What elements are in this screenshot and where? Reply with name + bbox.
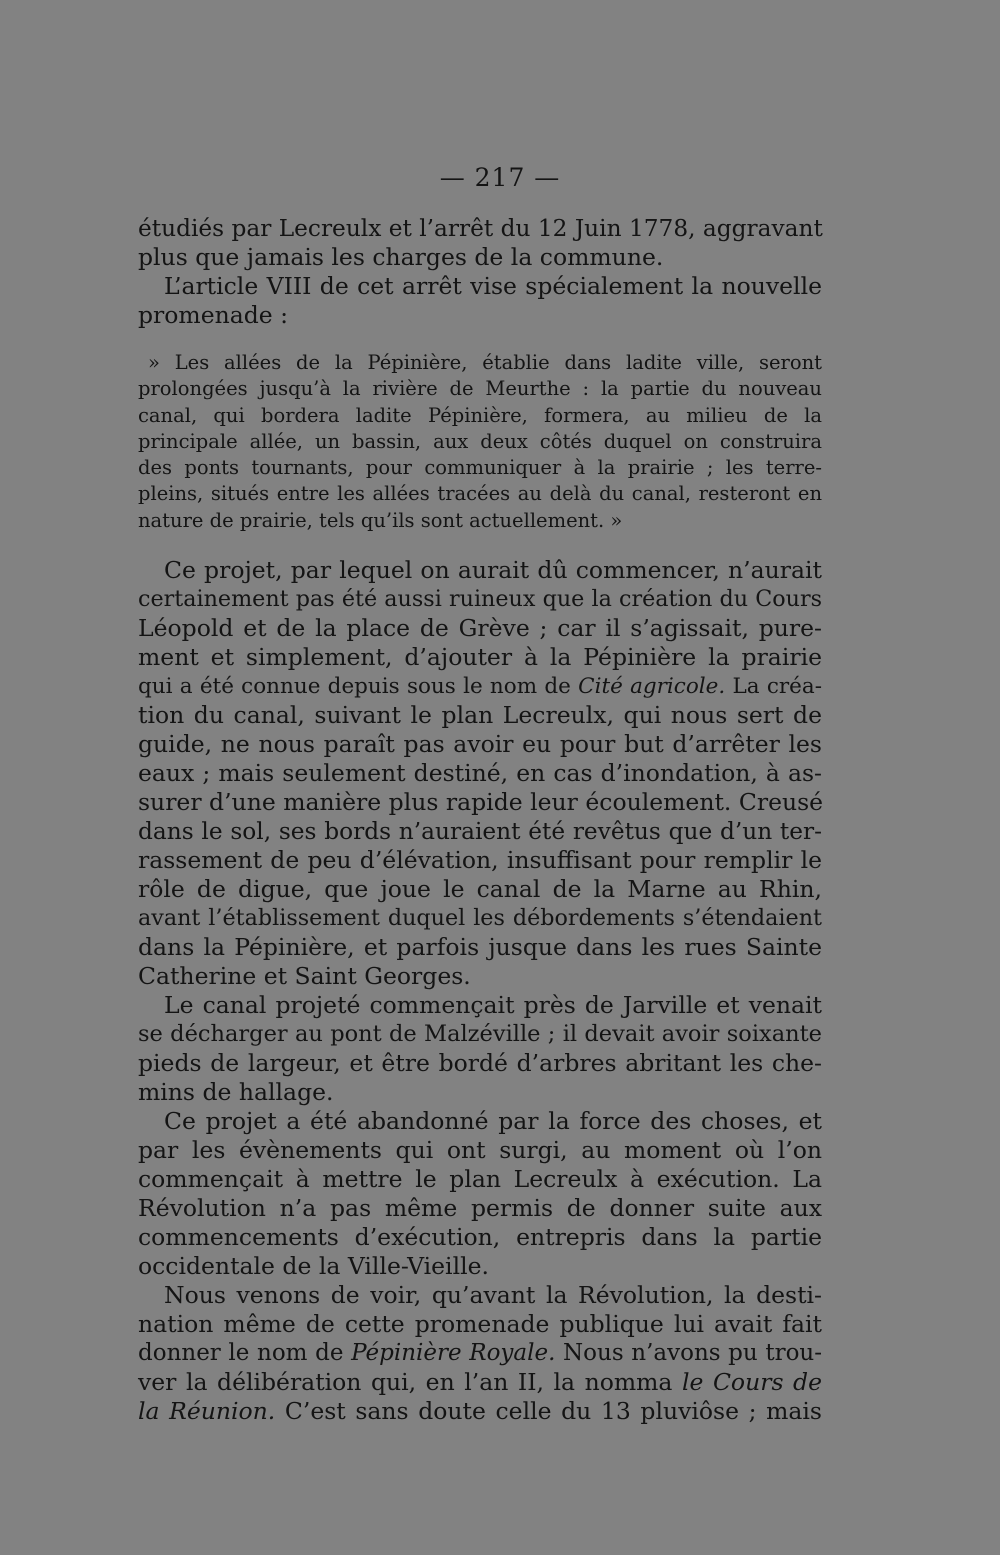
text-line xyxy=(138,1339,822,1368)
text-line: surer d’une manière plus rapide leur écoulement. Creusé xyxy=(138,788,824,816)
text-line: plus que jamais les charges de la commune. xyxy=(138,243,664,271)
text-line: Ce projet a été abandonné par la force des choses, et xyxy=(164,1107,822,1135)
text-run: qui a été connue depuis sous le nom de xyxy=(138,674,571,699)
opening-paragraphs xyxy=(138,214,822,330)
text-run: C’est sans doute celle du 13 pluviôse ; mais xyxy=(284,1397,822,1425)
quote-line: » Les allées de la Pépinière, établie dans ladite ville, seront xyxy=(148,351,822,374)
text-line: Nous venons de voir, qu’avant la Révolution, la desti- xyxy=(164,1281,822,1309)
text-run: ver la délibération qui, en l’an II, la nomma xyxy=(138,1368,673,1396)
italic-term: la Réunion. xyxy=(138,1397,276,1425)
text-line xyxy=(138,672,822,701)
quote-line: nature de prairie, tels qu’ils sont actuellement. » xyxy=(138,508,623,532)
text-line: promenade : xyxy=(138,301,289,329)
quote-line: pleins, situés entre les allées tracées au delà du canal, resteront en xyxy=(138,482,822,506)
text-line: dans le sol, ses bords n’auraient été revêtus que d’un ter- xyxy=(138,818,822,845)
text-line: pieds de largeur, et être bordé d’arbres abritant les che- xyxy=(138,1049,822,1077)
quote-line: des ponts tournants, pour communiquer à la prairie ; les terre- xyxy=(138,456,822,480)
text-run: Nous n’avons pu trou- xyxy=(563,1340,823,1366)
quote-line: principale allée, un bassin, aux deux côtés duquel on construira xyxy=(138,429,822,453)
text-line: rôle de digue, que joue le canal de la Marne au Rhin, xyxy=(138,875,822,903)
quote-line: prolongées jusqu’à la rivière de Meurthe : la partie du nouveau xyxy=(138,377,822,401)
text-line: se décharger au pont de Malzéville ; il devait avoir soixante xyxy=(138,1021,822,1047)
text-line: Catherine et Saint Georges. xyxy=(138,962,471,990)
text-line: Le canal projeté commençait près de Jarville et venait xyxy=(164,991,822,1019)
text-line xyxy=(138,1397,822,1426)
text-line xyxy=(138,1368,822,1397)
text-run: donner le nom de xyxy=(138,1340,344,1366)
page-number: — 217 — xyxy=(439,163,561,192)
italic-term: Cité agricole. xyxy=(578,674,726,699)
body-paragraphs xyxy=(138,556,822,1426)
text-line: mins de hallage. xyxy=(138,1078,334,1106)
text-line: commencements d’exécution, entrepris dans la partie xyxy=(138,1223,822,1251)
text-run: La créa- xyxy=(732,674,822,699)
text-line: tion du canal, suivant le plan Lecreulx, qui nous sert de xyxy=(138,701,822,729)
text-line: Léopold et de la place de Grève ; car il s’agissait, pure- xyxy=(138,614,822,642)
text-line: Ce projet, par lequel on aurait dû commencer, n’aurait xyxy=(164,556,822,584)
text-line: certainement pas été aussi ruineux que la création du Cours xyxy=(138,586,822,612)
text-line: par les évènements qui ont surgi, au moment où l’on xyxy=(138,1136,822,1164)
text-line: étudiés par Lecreulx et l’arrêt du 12 Juin 1778, aggravant xyxy=(138,215,823,242)
text-line: guide, ne nous paraît pas avoir eu pour but d’arrêter les xyxy=(138,730,822,758)
text-line: nation même de cette promenade publique lui avait fait xyxy=(138,1310,822,1338)
text-line: Révolution n’a pas même permis de donner suite aux xyxy=(138,1194,822,1222)
quote-line: canal, qui bordera ladite Pépinière, formera, au milieu de la xyxy=(138,403,822,427)
text-line: dans la Pépinière, et parfois jusque dans les rues Sainte xyxy=(138,933,822,961)
italic-term: Pépinière Royale. xyxy=(351,1340,556,1366)
text-line: commençait à mettre le plan Lecreulx à exécution. La xyxy=(138,1165,822,1193)
text-line: ment et simplement, d’ajouter à la Pépinière la prairie xyxy=(138,643,822,671)
italic-term: le Cours de xyxy=(681,1368,822,1396)
text-line: avant l’établissement duquel les débordements s’étendaient xyxy=(138,905,822,931)
text-line: occidentale de la Ville-Vieille. xyxy=(138,1252,489,1280)
quoted-article xyxy=(138,350,822,534)
text-line: rassement de peu d’élévation, insuffisant pour remplir le xyxy=(138,846,822,874)
text-line: L’article VIII de cet arrêt vise spécialement la nouvelle xyxy=(164,272,822,300)
text-line: eaux ; mais seulement destiné, en cas d’inondation, à as- xyxy=(138,759,822,787)
